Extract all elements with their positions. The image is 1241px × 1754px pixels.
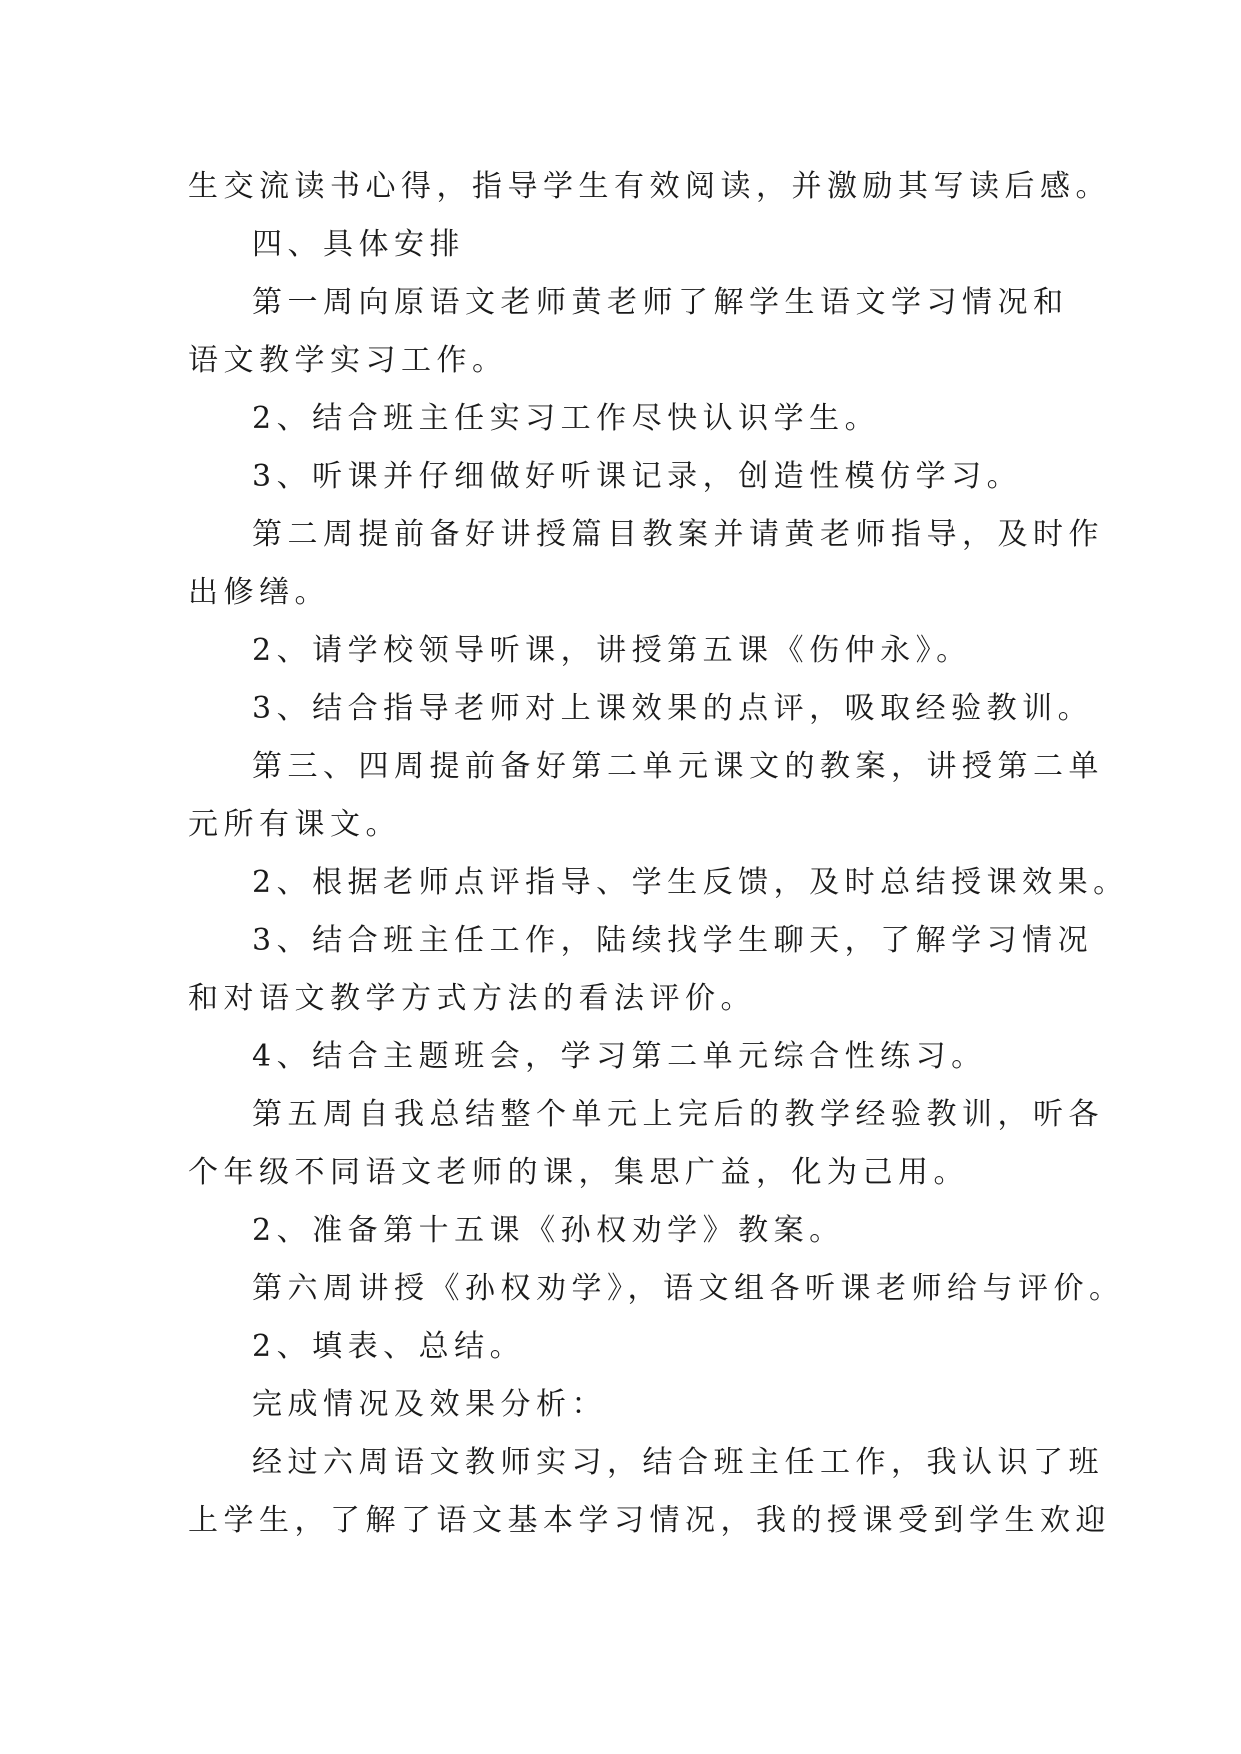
text-line: 3、结合指导老师对上课效果的点评，吸取经验教训。 [252, 691, 1094, 726]
text-line: 第五周自我总结整个单元上完后的教学经验教训，听各 [252, 1097, 1104, 1132]
text-line: 元所有课文。 [188, 807, 401, 842]
text-line: 生交流读书心得，指导学生有效阅读，并激励其写读后感。 [188, 169, 1111, 204]
text-line: 经过六周语文教师实习，结合班主任工作，我认识了班 [252, 1445, 1104, 1480]
text-line: 第一周向原语文老师黄老师了解学生语文学习情况和 [252, 285, 1069, 320]
text-line: 出修缮。 [188, 575, 330, 610]
text-line: 2、填表、总结。 [252, 1329, 526, 1364]
text-line: 2、准备第十五课《孙权劝学》教案。 [252, 1213, 845, 1248]
text-line: 3、听课并仔细做好听课记录，创造性模仿学习。 [252, 459, 1023, 494]
document-body [188, 158, 1129, 1550]
section-heading: 四、具体安排 [252, 227, 465, 262]
text-line: 4、结合主题班会，学习第二单元综合性练习。 [252, 1039, 987, 1074]
text-line: 2、根据老师点评指导、学生反馈，及时总结授课效果。 [252, 865, 1129, 900]
text-line: 第六周讲授《孙权劝学》，语文组各听课老师给与评价。 [252, 1271, 1125, 1306]
text-line: 个年级不同语文老师的课，集思广益，化为己用。 [188, 1155, 969, 1190]
text-line: 2、结合班主任实习工作尽快认识学生。 [252, 401, 881, 436]
text-line: 第二周提前备好讲授篇目教案并请黄老师指导，及时作 [252, 517, 1104, 552]
text-line: 第三、四周提前备好第二单元课文的教案，讲授第二单 [252, 749, 1104, 784]
section-heading: 完成情况及效果分析： [252, 1387, 607, 1422]
text-line: 语文教学实习工作。 [188, 343, 508, 378]
text-line: 和对语文教学方式方法的看法评价。 [188, 981, 756, 1016]
text-line: 上学生，了解了语文基本学习情况，我的授课受到学生欢迎 [188, 1503, 1111, 1538]
text-line: 2、请学校领导听课，讲授第五课《伤仲永》。 [252, 633, 972, 668]
text-line: 3、结合班主任工作，陆续找学生聊天，了解学习情况 [252, 923, 1094, 958]
